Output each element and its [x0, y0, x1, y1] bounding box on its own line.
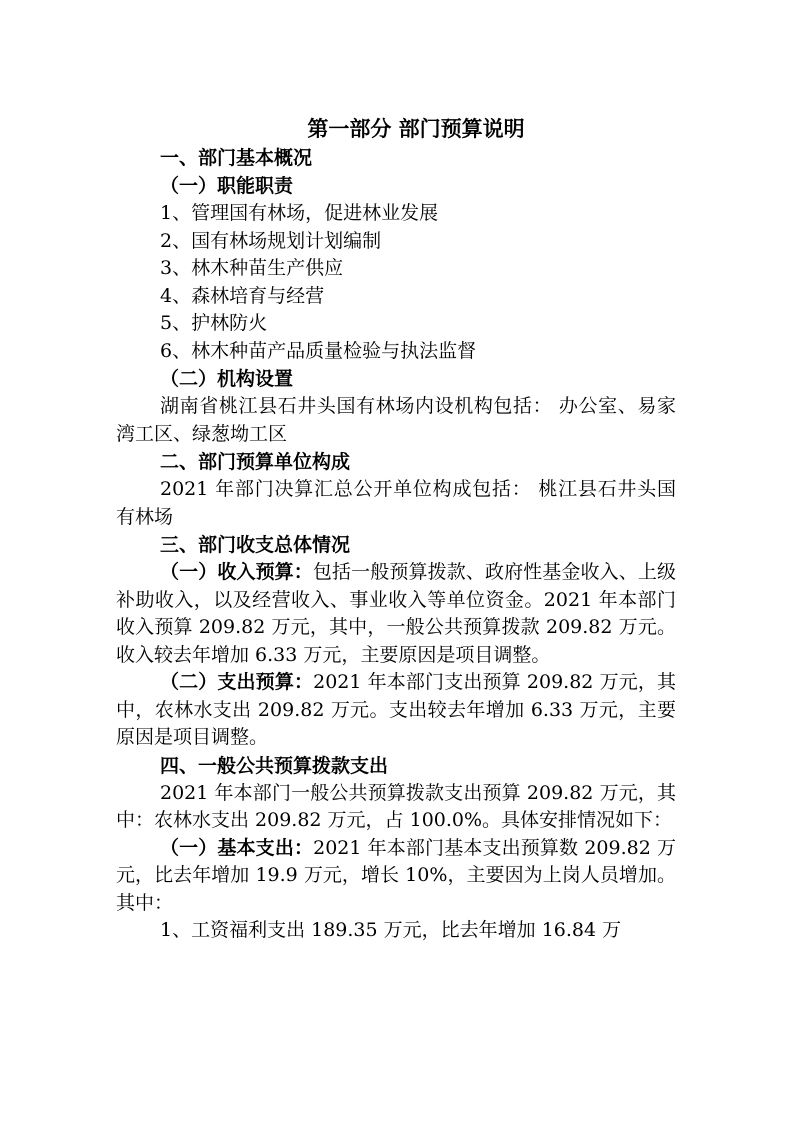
- organization-paragraph: 湖南省桃江县石井头国有林场内设机构包括： 办公室、易家湾工区、绿葱坳工区: [116, 395, 676, 445]
- income-budget-text: 包括一般预算拨款、政府性基金收入、上级补助收入，以及经营收入、事业收入等单位资金。2021 年本部门收入预算 209.82 万元，其中，一般公共预算拨款 209.82 万元。收入较去年增加 6.33 万元，主要原因是项目调整。: [116, 561, 676, 666]
- duty-item: 6、林木种苗产品质量检验与执法监督: [160, 339, 477, 362]
- duty-item: 2、国有林场规划计划编制: [160, 229, 382, 252]
- section-heading-general-budget: 四、一般公共预算拨款支出: [160, 754, 389, 777]
- wage-expense-paragraph: 1、工资福利支出 189.35 万元，比去年增加 16.84 万: [160, 919, 622, 941]
- duty-item: 3、林木种苗生产供应: [160, 257, 344, 279]
- basic-expense-label: （一）基本支出：: [160, 836, 314, 859]
- income-budget-paragraph: [116, 559, 676, 669]
- budget-units-paragraph: 2021 年部门决算汇总公开单位构成包括： 桃江县石井头国有林场: [116, 478, 676, 528]
- duty-item: 1、管理国有林场，促进林业发展: [160, 202, 439, 224]
- general-budget-paragraph: 2021 年本部门一般公共预算拨款支出预算 209.82 万元，其中：农林水支出 209.82 万元，占 100.0%。具体安排情况如下：: [116, 781, 676, 831]
- basic-expense-paragraph: [116, 835, 676, 918]
- duty-item: 4、森林培育与经营: [160, 284, 325, 307]
- document-title: 第一部分 部门预算说明: [307, 117, 525, 141]
- section-heading-revenue-expenditure: 三、部门收支总体情况: [160, 534, 351, 556]
- expense-budget-text: 2021 年本部门支出预算 209.82 万元，其中，农林水支出 209.82 万元。支出较去年增加 6.33 万元，主要原因是项目调整。: [116, 671, 676, 748]
- duty-item: 5、护林防火: [160, 312, 268, 334]
- section-heading-budget-units: 二、部门预算单位构成: [160, 451, 351, 473]
- subsection-heading-organization: （二）机构设置: [160, 368, 294, 390]
- document-page: [116, 114, 676, 945]
- subsection-heading-duties: （一）职能职责: [160, 175, 294, 197]
- income-budget-label: （一）收入预算：: [160, 561, 313, 583]
- section-heading-basic-overview: 一、部门基本概况: [160, 147, 313, 169]
- expense-budget-paragraph: [116, 669, 676, 752]
- expense-budget-label: （二）支出预算：: [160, 671, 314, 693]
- basic-expense-text: 2021 年本部门基本支出预算数 209.82 万元，比去年增加 19.9 万元，增长 10%，主要因为上岗人员增加。其中：: [116, 836, 676, 914]
